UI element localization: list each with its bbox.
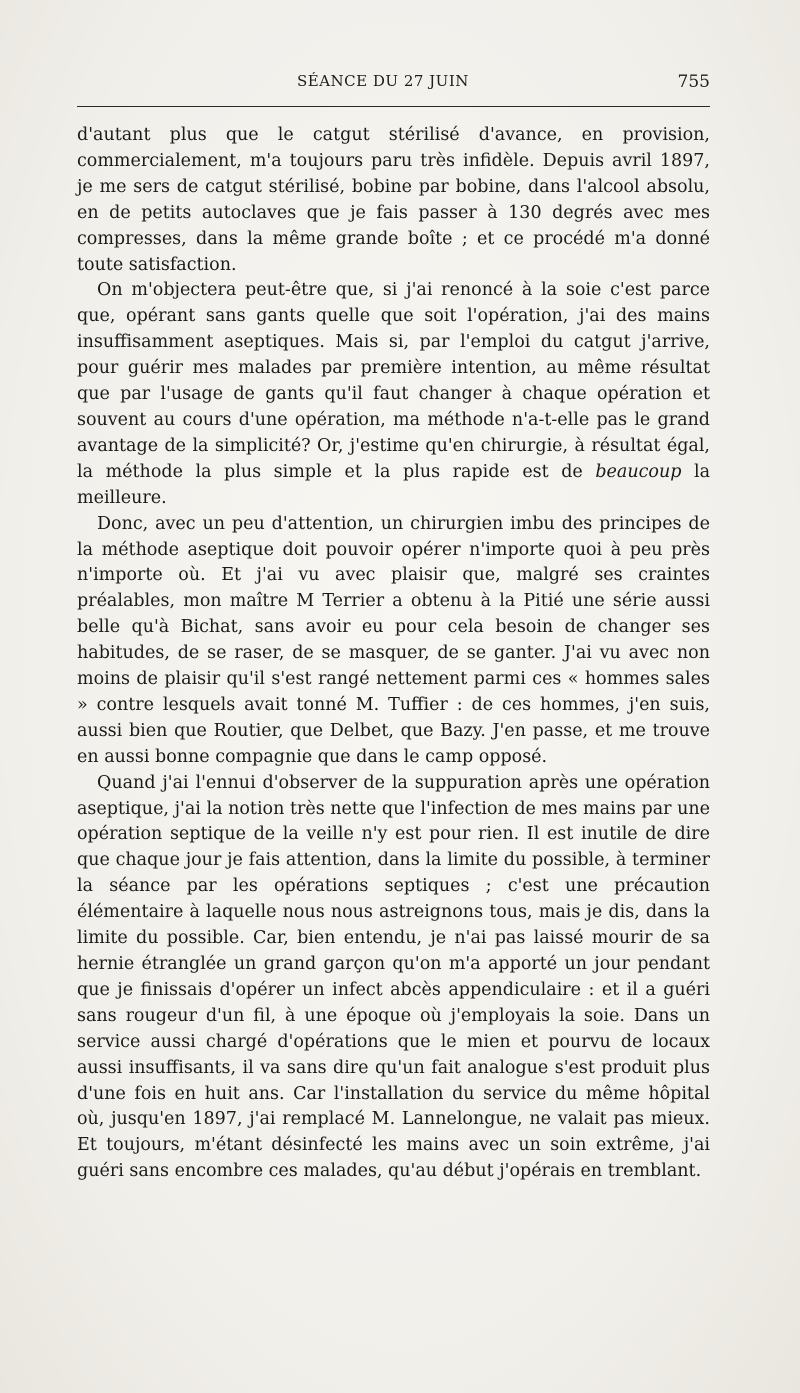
page-header: [77, 72, 710, 96]
paragraph-3: Donc, avec un peu d'attention, un chirurgien imbu des principes de la méthode aseptique doit pouvoir opérer n'importe quoi à peu près n'importe où. Et j'ai vu avec plaisir que, malgré ses craintes préalables, mon maître M Terrier a obtenu à la Pitié une série aussi belle qu'à Bichat, sans avoir eu pour cela besoin de changer ses habitudes, de se raser, de se masquer, de se ganter. J'ai vu avec non moins de plaisir qu'il s'est rangé nettement parmi ces « hommes sales » contre lesquels avait tonné M. Tuffier : de ces hommes, j'en suis, aussi bien que Routier, que Delbet, que Bazy. J'en passe, et me trouve en aussi bonne compagnie que dans le camp opposé.: [77, 513, 710, 767]
paragraph-2: [77, 278, 710, 511]
paragraph-2-emphasis: beaucoup: [595, 461, 682, 482]
paragraph-1: d'autant plus que le catgut stérilisé d'avance, en provision, commercialement, m'a toujours paru très infidèle. Depuis avril 1897, je me sers de catgut stérilisé, bobine par bobine, dans l'alcool absolu, en de petits autoclaves que je fais passer à 130 degrés avec mes compresses, dans la même grande boîte ; et ce procédé m'a donné toute satisfaction.: [77, 125, 710, 275]
body-text: [77, 123, 710, 1185]
header-rule: [77, 106, 710, 107]
paragraph-2-text-after: la meilleure.: [77, 461, 710, 508]
paragraph-2-text-before: On m'objectera peut-être que, si j'ai renoncé à la soie c'est parce que, opérant sans gants quelle que soit l'opération, j'ai des mains insuffisamment aseptiques. Mais si, par l'emploi du catgut j'arrive, pour guérir mes malades par première intention, au même résultat que par l'usage de gants qu'il faut changer à chaque opération et souvent au cours d'une opération, ma méthode n'a-t-elle pas le grand avantage de la simplicité? Or, j'estime qu'en chirurgie, à résultat égal, la méthode la plus simple et la plus rapide est de: [77, 280, 710, 482]
paragraph-4: Quand j'ai l'ennui d'observer de la suppuration après une opération aseptique, j'ai la notion très nette que l'infection de mes mains par une opération septique de la veille n'y est pour rien. Il est inutile de dire que chaque jour je fais attention, dans la limite du possible, à terminer la séance par les opérations septiques ; c'est une précaution élémentaire à laquelle nous nous astreignons tous, mais je dis, dans la limite du possible. Car, bien entendu, je n'ai pas laissé mourir de sa hernie étranglée un grand garçon qu'on m'a apporté un jour pendant que je finissais d'opérer un infect abcès appendiculaire : et il a guéri sans rougeur d'un fil, à une époque où j'employais la soie. Dans un service aussi chargé d'opérations que le mien et pourvu de locaux aussi insuffisants, il va sans dire qu'un fait analogue s'est produit plus d'une fois en huit ans. Car l'installation du service du même hôpital où, jusqu'en 1897, j'ai remplacé M. Lannelongue, ne valait pas mieux. Et toujours, m'étant désinfecté les mains avec un soin extrême, j'ai guéri sans encombre ces malades, qu'au début j'opérais en tremblant.: [77, 772, 710, 1182]
page-number: 755: [677, 72, 710, 92]
running-title: SÉANCE DU 27 JUIN: [297, 72, 469, 90]
